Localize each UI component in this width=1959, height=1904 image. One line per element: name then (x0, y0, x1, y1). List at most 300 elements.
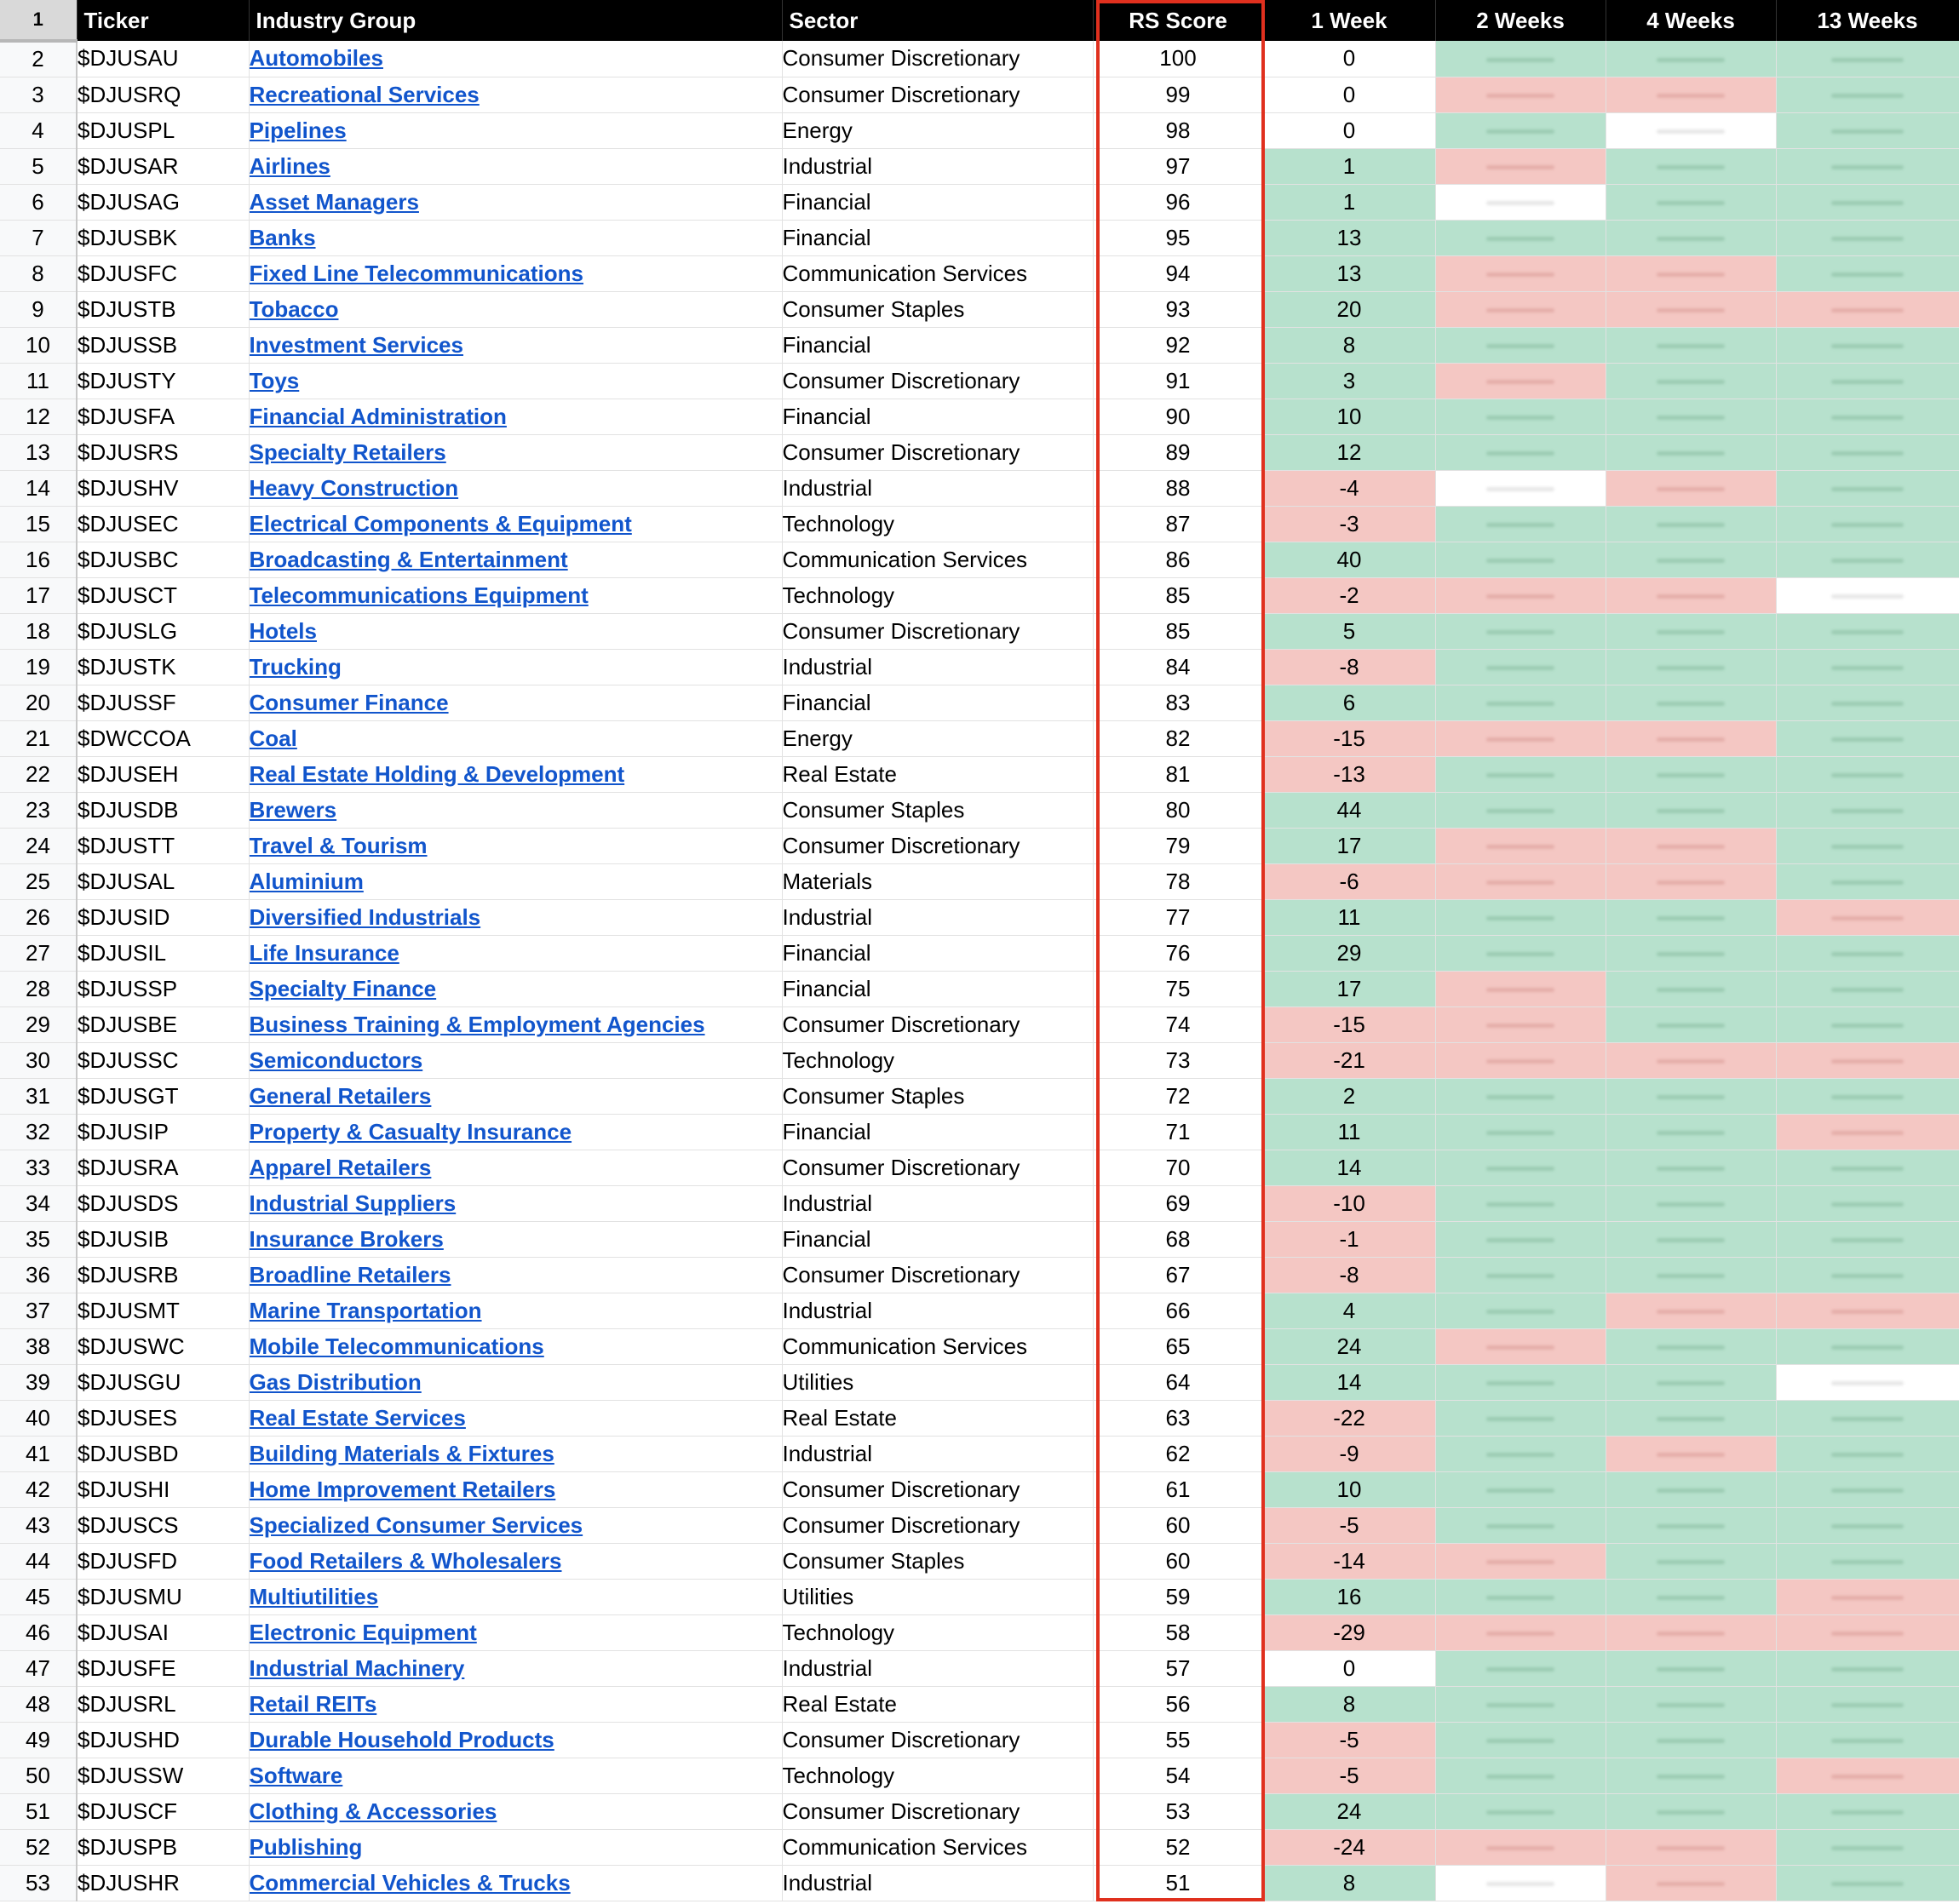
week1-change-cell[interactable]: 10 (1263, 1471, 1435, 1507)
ticker-cell[interactable]: $DJUSDB (77, 792, 249, 828)
week1-change-cell[interactable]: -29 (1263, 1614, 1435, 1650)
industry-group-cell[interactable] (249, 1293, 782, 1328)
industry-group-link[interactable]: Banks (249, 224, 316, 250)
rs-score-cell[interactable]: 65 (1093, 1328, 1263, 1364)
table-row[interactable] (0, 363, 1959, 399)
week1-change-cell[interactable]: 8 (1263, 327, 1435, 363)
ticker-cell[interactable]: $DJUSIL (77, 935, 249, 971)
table-row[interactable] (0, 1722, 1959, 1758)
ticker-cell[interactable]: $DJUSAR (77, 148, 249, 184)
week4-change-cell[interactable] (1606, 1257, 1776, 1293)
sector-cell[interactable]: Communication Services (782, 1829, 1093, 1865)
sector-cell[interactable]: Financial (782, 685, 1093, 720)
week13-change-cell[interactable] (1776, 506, 1959, 542)
ticker-cell[interactable]: $DJUSID (77, 899, 249, 935)
ticker-cell[interactable]: $DJUSHR (77, 1865, 249, 1901)
industry-group-cell[interactable] (249, 399, 782, 434)
industry-group-link[interactable]: Business Training & Employment Agencies (249, 1011, 705, 1037)
rs-score-cell[interactable]: 51 (1093, 1865, 1263, 1901)
week13-change-cell[interactable] (1776, 649, 1959, 685)
week2-change-cell[interactable] (1435, 1006, 1606, 1042)
sector-cell[interactable]: Consumer Discretionary (782, 1722, 1093, 1758)
row-number[interactable]: 21 (0, 720, 77, 756)
rs-score-cell[interactable]: 68 (1093, 1221, 1263, 1257)
week2-change-cell[interactable] (1435, 434, 1606, 470)
week4-change-cell[interactable] (1606, 1471, 1776, 1507)
industry-group-link[interactable]: Property & Casualty Insurance (249, 1118, 572, 1144)
rs-score-cell[interactable]: 82 (1093, 720, 1263, 756)
row-number[interactable]: 4 (0, 112, 77, 148)
week1-change-cell[interactable]: 4 (1263, 1293, 1435, 1328)
row-number[interactable]: 16 (0, 542, 77, 577)
table-row[interactable] (0, 542, 1959, 577)
industry-group-link[interactable]: Insurance Brokers (249, 1225, 444, 1252)
ticker-cell[interactable]: $DJUSRL (77, 1686, 249, 1722)
week2-change-cell[interactable] (1435, 1650, 1606, 1686)
week13-change-cell[interactable] (1776, 184, 1959, 220)
week2-change-cell[interactable] (1435, 1579, 1606, 1614)
industry-group-cell[interactable] (249, 542, 782, 577)
rs-score-cell[interactable]: 95 (1093, 220, 1263, 255)
ticker-cell[interactable]: $DJUSBE (77, 1006, 249, 1042)
row-number[interactable]: 2 (0, 41, 77, 77)
week2-change-cell[interactable] (1435, 1543, 1606, 1579)
week1-change-cell[interactable]: -10 (1263, 1185, 1435, 1221)
industry-group-cell[interactable] (249, 863, 782, 899)
sector-cell[interactable]: Industrial (782, 470, 1093, 506)
rs-score-cell[interactable]: 85 (1093, 613, 1263, 649)
industry-group-cell[interactable] (249, 1328, 782, 1364)
industry-group-cell[interactable] (249, 363, 782, 399)
week4-change-cell[interactable] (1606, 399, 1776, 434)
ticker-cell[interactable]: $DJUSAL (77, 863, 249, 899)
industry-group-link[interactable]: Automobiles (249, 45, 383, 72)
rs-score-cell[interactable]: 99 (1093, 77, 1263, 112)
sector-cell[interactable]: Consumer Discretionary (782, 828, 1093, 863)
industry-group-link[interactable]: Broadline Retailers (249, 1261, 451, 1287)
industry-group-link[interactable]: Airlines (249, 152, 330, 179)
week2-change-cell[interactable] (1435, 720, 1606, 756)
week2-change-cell[interactable] (1435, 255, 1606, 291)
week4-change-cell[interactable] (1606, 1221, 1776, 1257)
week1-change-cell[interactable]: 2 (1263, 1078, 1435, 1114)
week13-change-cell[interactable] (1776, 1185, 1959, 1221)
industry-group-link[interactable]: Tobacco (249, 295, 339, 322)
week1-change-cell[interactable]: 44 (1263, 792, 1435, 828)
rs-score-cell[interactable]: 89 (1093, 434, 1263, 470)
ticker-cell[interactable]: $DJUSEC (77, 506, 249, 542)
ticker-cell[interactable]: $DJUSCS (77, 1507, 249, 1543)
week2-column-header[interactable]: 2 Weeks (1435, 0, 1606, 41)
industry-group-cell[interactable] (249, 720, 782, 756)
sector-cell[interactable]: Consumer Staples (782, 291, 1093, 327)
table-row[interactable] (0, 1579, 1959, 1614)
sector-cell[interactable]: Real Estate (782, 1686, 1093, 1722)
table-row[interactable] (0, 1758, 1959, 1793)
ticker-cell[interactable]: $DJUSLG (77, 613, 249, 649)
week13-change-cell[interactable] (1776, 1579, 1959, 1614)
table-row[interactable] (0, 255, 1959, 291)
industry-group-cell[interactable] (249, 613, 782, 649)
week1-change-cell[interactable]: -21 (1263, 1042, 1435, 1078)
table-row[interactable] (0, 1006, 1959, 1042)
week13-change-cell[interactable] (1776, 399, 1959, 434)
industry-group-column-header[interactable]: Industry Group (249, 0, 782, 41)
week4-change-cell[interactable] (1606, 1328, 1776, 1364)
week13-change-cell[interactable] (1776, 1150, 1959, 1185)
sector-cell[interactable]: Technology (782, 506, 1093, 542)
row-number[interactable]: 17 (0, 577, 77, 613)
week2-change-cell[interactable] (1435, 649, 1606, 685)
rs-score-cell[interactable]: 77 (1093, 899, 1263, 935)
table-row[interactable] (0, 506, 1959, 542)
row-number[interactable]: 34 (0, 1185, 77, 1221)
sector-cell[interactable]: Energy (782, 720, 1093, 756)
week1-change-cell[interactable]: 16 (1263, 1579, 1435, 1614)
industry-group-cell[interactable] (249, 1471, 782, 1507)
industry-group-link[interactable]: Coal (249, 725, 297, 751)
row-number[interactable]: 38 (0, 1328, 77, 1364)
ticker-cell[interactable]: $DJUSFA (77, 399, 249, 434)
row-number[interactable]: 8 (0, 255, 77, 291)
week13-change-cell[interactable] (1776, 363, 1959, 399)
week13-change-cell[interactable] (1776, 1114, 1959, 1150)
sector-cell[interactable]: Consumer Discretionary (782, 1507, 1093, 1543)
sector-cell[interactable]: Industrial (782, 899, 1093, 935)
rs-score-cell[interactable]: 79 (1093, 828, 1263, 863)
week1-change-cell[interactable]: 11 (1263, 899, 1435, 935)
row-number[interactable]: 12 (0, 399, 77, 434)
sector-cell[interactable]: Consumer Discretionary (782, 363, 1093, 399)
row-number[interactable]: 6 (0, 184, 77, 220)
table-row[interactable] (0, 112, 1959, 148)
rs-score-cell[interactable]: 54 (1093, 1758, 1263, 1793)
sector-cell[interactable]: Technology (782, 1042, 1093, 1078)
ticker-cell[interactable]: $DJUSCT (77, 577, 249, 613)
week2-change-cell[interactable] (1435, 685, 1606, 720)
rs-score-cell[interactable]: 76 (1093, 935, 1263, 971)
ticker-cell[interactable]: $DJUSTK (77, 649, 249, 685)
week1-change-cell[interactable]: -22 (1263, 1400, 1435, 1436)
industry-group-cell[interactable] (249, 1364, 782, 1400)
industry-group-link[interactable]: Brewers (249, 796, 337, 823)
ticker-cell[interactable]: $DJUSES (77, 1400, 249, 1436)
row-number[interactable]: 45 (0, 1579, 77, 1614)
industry-group-cell[interactable] (249, 756, 782, 792)
rs-score-cell[interactable]: 58 (1093, 1614, 1263, 1650)
row-number[interactable]: 35 (0, 1221, 77, 1257)
table-row[interactable] (0, 184, 1959, 220)
week13-change-cell[interactable] (1776, 291, 1959, 327)
row-number[interactable]: 50 (0, 1758, 77, 1793)
week2-change-cell[interactable] (1435, 863, 1606, 899)
ticker-cell[interactable]: $DJUSHV (77, 470, 249, 506)
ticker-cell[interactable]: $DJUSPB (77, 1829, 249, 1865)
week4-change-cell[interactable] (1606, 184, 1776, 220)
table-row[interactable] (0, 828, 1959, 863)
week4-change-cell[interactable] (1606, 935, 1776, 971)
week1-change-cell[interactable]: -5 (1263, 1758, 1435, 1793)
ticker-cell[interactable]: $DJUSGT (77, 1078, 249, 1114)
sector-cell[interactable]: Technology (782, 1758, 1093, 1793)
industry-group-link[interactable]: Durable Household Products (249, 1726, 554, 1752)
week13-change-cell[interactable] (1776, 255, 1959, 291)
industry-group-link[interactable]: Marine Transportation (249, 1297, 482, 1323)
sector-cell[interactable]: Financial (782, 220, 1093, 255)
week2-change-cell[interactable] (1435, 1436, 1606, 1471)
ticker-cell[interactable]: $DJUSIP (77, 1114, 249, 1150)
week13-change-cell[interactable] (1776, 434, 1959, 470)
industry-group-link[interactable]: Investment Services (249, 331, 463, 358)
industry-group-link[interactable]: Industrial Suppliers (249, 1190, 457, 1216)
ticker-cell[interactable]: $DJUSWC (77, 1328, 249, 1364)
sector-cell[interactable]: Financial (782, 1221, 1093, 1257)
rs-score-cell[interactable]: 56 (1093, 1686, 1263, 1722)
week13-change-cell[interactable] (1776, 685, 1959, 720)
week1-change-cell[interactable]: -15 (1263, 720, 1435, 756)
row-number[interactable]: 26 (0, 899, 77, 935)
industry-group-cell[interactable] (249, 148, 782, 184)
row-number-header[interactable]: 1 (0, 0, 77, 41)
table-row[interactable] (0, 1221, 1959, 1257)
week13-change-cell[interactable] (1776, 1257, 1959, 1293)
industry-group-cell[interactable] (249, 220, 782, 255)
week2-change-cell[interactable] (1435, 613, 1606, 649)
week13-change-cell[interactable] (1776, 1471, 1959, 1507)
industry-group-link[interactable]: Specialty Finance (249, 975, 437, 1001)
ticker-cell[interactable]: $DJUSAI (77, 1614, 249, 1650)
industry-group-cell[interactable] (249, 1686, 782, 1722)
industry-group-cell[interactable] (249, 1436, 782, 1471)
week13-change-cell[interactable] (1776, 613, 1959, 649)
week13-change-cell[interactable] (1776, 112, 1959, 148)
week4-change-cell[interactable] (1606, 1543, 1776, 1579)
week13-change-cell[interactable] (1776, 899, 1959, 935)
week4-change-cell[interactable] (1606, 1042, 1776, 1078)
week2-change-cell[interactable] (1435, 1185, 1606, 1221)
table-row[interactable] (0, 1507, 1959, 1543)
week1-change-cell[interactable]: -8 (1263, 649, 1435, 685)
ticker-cell[interactable]: $DJUSMU (77, 1579, 249, 1614)
week2-change-cell[interactable] (1435, 1471, 1606, 1507)
table-row[interactable] (0, 792, 1959, 828)
industry-group-link[interactable]: Aluminium (249, 868, 364, 894)
week4-change-cell[interactable] (1606, 255, 1776, 291)
week2-change-cell[interactable] (1435, 184, 1606, 220)
week2-change-cell[interactable] (1435, 577, 1606, 613)
row-number[interactable]: 7 (0, 220, 77, 255)
week4-change-cell[interactable] (1606, 506, 1776, 542)
industry-group-cell[interactable] (249, 1829, 782, 1865)
rs-score-column-header[interactable]: RS Score (1093, 0, 1263, 41)
sector-cell[interactable]: Industrial (782, 1865, 1093, 1901)
row-number[interactable]: 43 (0, 1507, 77, 1543)
sector-cell[interactable]: Financial (782, 971, 1093, 1006)
industry-group-cell[interactable] (249, 1078, 782, 1114)
week4-change-cell[interactable] (1606, 792, 1776, 828)
rs-score-cell[interactable]: 86 (1093, 542, 1263, 577)
industry-group-cell[interactable] (249, 291, 782, 327)
industry-group-cell[interactable] (249, 649, 782, 685)
row-number[interactable]: 11 (0, 363, 77, 399)
sector-cell[interactable]: Consumer Staples (782, 1078, 1093, 1114)
week1-column-header[interactable]: 1 Week (1263, 0, 1435, 41)
sector-cell[interactable]: Consumer Discretionary (782, 1471, 1093, 1507)
week1-change-cell[interactable]: 20 (1263, 291, 1435, 327)
week2-change-cell[interactable] (1435, 1150, 1606, 1185)
week2-change-cell[interactable] (1435, 1328, 1606, 1364)
ticker-cell[interactable]: $DJUSRA (77, 1150, 249, 1185)
ticker-cell[interactable]: $DJUSGU (77, 1364, 249, 1400)
industry-group-cell[interactable] (249, 577, 782, 613)
ticker-cell[interactable]: $DJUSBK (77, 220, 249, 255)
ticker-cell[interactable]: $DJUSRQ (77, 77, 249, 112)
table-row[interactable] (0, 1686, 1959, 1722)
industry-group-cell[interactable] (249, 41, 782, 77)
week2-change-cell[interactable] (1435, 77, 1606, 112)
industry-group-link[interactable]: General Retailers (249, 1082, 432, 1109)
week13-change-cell[interactable] (1776, 148, 1959, 184)
row-number[interactable]: 31 (0, 1078, 77, 1114)
ticker-cell[interactable]: $DJUSFD (77, 1543, 249, 1579)
rs-score-cell[interactable]: 81 (1093, 756, 1263, 792)
table-row[interactable] (0, 1257, 1959, 1293)
week13-change-cell[interactable] (1776, 1793, 1959, 1829)
sector-cell[interactable]: Utilities (782, 1579, 1093, 1614)
week13-change-cell[interactable] (1776, 1006, 1959, 1042)
rs-score-cell[interactable]: 67 (1093, 1257, 1263, 1293)
row-number[interactable]: 3 (0, 77, 77, 112)
industry-group-cell[interactable] (249, 1579, 782, 1614)
ticker-cell[interactable]: $DJUSPL (77, 112, 249, 148)
sector-cell[interactable]: Consumer Discretionary (782, 77, 1093, 112)
industry-group-cell[interactable] (249, 1150, 782, 1185)
industry-group-link[interactable]: Telecommunications Equipment (249, 582, 589, 608)
rs-score-cell[interactable]: 60 (1093, 1543, 1263, 1579)
table-row[interactable] (0, 935, 1959, 971)
week4-change-cell[interactable] (1606, 899, 1776, 935)
row-number[interactable]: 37 (0, 1293, 77, 1328)
week1-change-cell[interactable]: 3 (1263, 363, 1435, 399)
sector-cell[interactable]: Industrial (782, 1185, 1093, 1221)
week4-change-cell[interactable] (1606, 1078, 1776, 1114)
industry-group-cell[interactable] (249, 1042, 782, 1078)
row-number[interactable]: 32 (0, 1114, 77, 1150)
week1-change-cell[interactable]: -13 (1263, 756, 1435, 792)
industry-group-link[interactable]: Electronic Equipment (249, 1619, 477, 1645)
week1-change-cell[interactable]: -3 (1263, 506, 1435, 542)
week1-change-cell[interactable]: 10 (1263, 399, 1435, 434)
sector-cell[interactable]: Utilities (782, 1364, 1093, 1400)
week4-change-cell[interactable] (1606, 1436, 1776, 1471)
industry-group-link[interactable]: Real Estate Holding & Development (249, 760, 625, 787)
sector-cell[interactable]: Technology (782, 577, 1093, 613)
week13-change-cell[interactable] (1776, 1400, 1959, 1436)
week1-change-cell[interactable]: 29 (1263, 935, 1435, 971)
industry-group-link[interactable]: Commercial Vehicles & Trucks (249, 1869, 571, 1895)
row-number[interactable]: 22 (0, 756, 77, 792)
week1-change-cell[interactable]: 0 (1263, 112, 1435, 148)
rs-score-cell[interactable]: 62 (1093, 1436, 1263, 1471)
industry-group-link[interactable]: Real Estate Services (249, 1404, 466, 1431)
ticker-cell[interactable]: $DJUSRS (77, 434, 249, 470)
week13-change-cell[interactable] (1776, 1078, 1959, 1114)
week4-change-cell[interactable] (1606, 1614, 1776, 1650)
week1-change-cell[interactable]: 14 (1263, 1364, 1435, 1400)
week1-change-cell[interactable]: -5 (1263, 1722, 1435, 1758)
industry-group-link[interactable]: Financial Administration (249, 403, 507, 429)
week4-change-cell[interactable] (1606, 1758, 1776, 1793)
table-row[interactable] (0, 1436, 1959, 1471)
week2-change-cell[interactable] (1435, 1614, 1606, 1650)
week2-change-cell[interactable] (1435, 470, 1606, 506)
industry-group-cell[interactable] (249, 255, 782, 291)
industry-group-link[interactable]: Retail REITs (249, 1690, 377, 1717)
week1-change-cell[interactable]: 11 (1263, 1114, 1435, 1150)
rs-score-cell[interactable]: 74 (1093, 1006, 1263, 1042)
ticker-cell[interactable]: $DJUSTB (77, 291, 249, 327)
rs-score-cell[interactable]: 57 (1093, 1650, 1263, 1686)
ticker-cell[interactable]: $DJUSMT (77, 1293, 249, 1328)
week2-change-cell[interactable] (1435, 1293, 1606, 1328)
week2-change-cell[interactable] (1435, 542, 1606, 577)
sector-cell[interactable]: Communication Services (782, 255, 1093, 291)
rs-score-cell[interactable]: 91 (1093, 363, 1263, 399)
rs-score-cell[interactable]: 94 (1093, 255, 1263, 291)
week1-change-cell[interactable]: 24 (1263, 1328, 1435, 1364)
row-number[interactable]: 27 (0, 935, 77, 971)
industry-group-link[interactable]: Home Improvement Retailers (249, 1476, 556, 1502)
ticker-cell[interactable]: $DJUSSB (77, 327, 249, 363)
week13-column-header[interactable]: 13 Weeks (1776, 0, 1959, 41)
week1-change-cell[interactable]: -9 (1263, 1436, 1435, 1471)
week2-change-cell[interactable] (1435, 1507, 1606, 1543)
sector-cell[interactable]: Industrial (782, 649, 1093, 685)
week4-change-cell[interactable] (1606, 720, 1776, 756)
week2-change-cell[interactable] (1435, 1865, 1606, 1901)
industry-group-link[interactable]: Mobile Telecommunications (249, 1333, 544, 1359)
industry-group-link[interactable]: Building Materials & Fixtures (249, 1440, 554, 1466)
table-row[interactable] (0, 1650, 1959, 1686)
week4-change-cell[interactable] (1606, 1686, 1776, 1722)
sector-cell[interactable]: Real Estate (782, 1400, 1093, 1436)
rs-score-cell[interactable]: 70 (1093, 1150, 1263, 1185)
ticker-cell[interactable]: $DJUSSW (77, 1758, 249, 1793)
week1-change-cell[interactable]: 12 (1263, 434, 1435, 470)
row-number[interactable]: 42 (0, 1471, 77, 1507)
week4-change-cell[interactable] (1606, 649, 1776, 685)
sector-column-header[interactable]: Sector (782, 0, 1093, 41)
sector-cell[interactable]: Energy (782, 112, 1093, 148)
table-row[interactable] (0, 77, 1959, 112)
sector-cell[interactable]: Consumer Discretionary (782, 1793, 1093, 1829)
industry-group-cell[interactable] (249, 1865, 782, 1901)
week1-change-cell[interactable]: 8 (1263, 1865, 1435, 1901)
rs-score-cell[interactable]: 98 (1093, 112, 1263, 148)
table-row[interactable] (0, 1293, 1959, 1328)
week4-column-header[interactable]: 4 Weeks (1606, 0, 1776, 41)
rs-score-cell[interactable]: 87 (1093, 506, 1263, 542)
week4-change-cell[interactable] (1606, 971, 1776, 1006)
rs-score-cell[interactable]: 72 (1093, 1078, 1263, 1114)
rs-score-cell[interactable]: 75 (1093, 971, 1263, 1006)
industry-group-link[interactable]: Clothing & Accessories (249, 1798, 497, 1824)
week4-change-cell[interactable] (1606, 112, 1776, 148)
industry-group-cell[interactable] (249, 1257, 782, 1293)
row-number[interactable]: 9 (0, 291, 77, 327)
rs-score-cell[interactable]: 63 (1093, 1400, 1263, 1436)
week1-change-cell[interactable]: -5 (1263, 1507, 1435, 1543)
